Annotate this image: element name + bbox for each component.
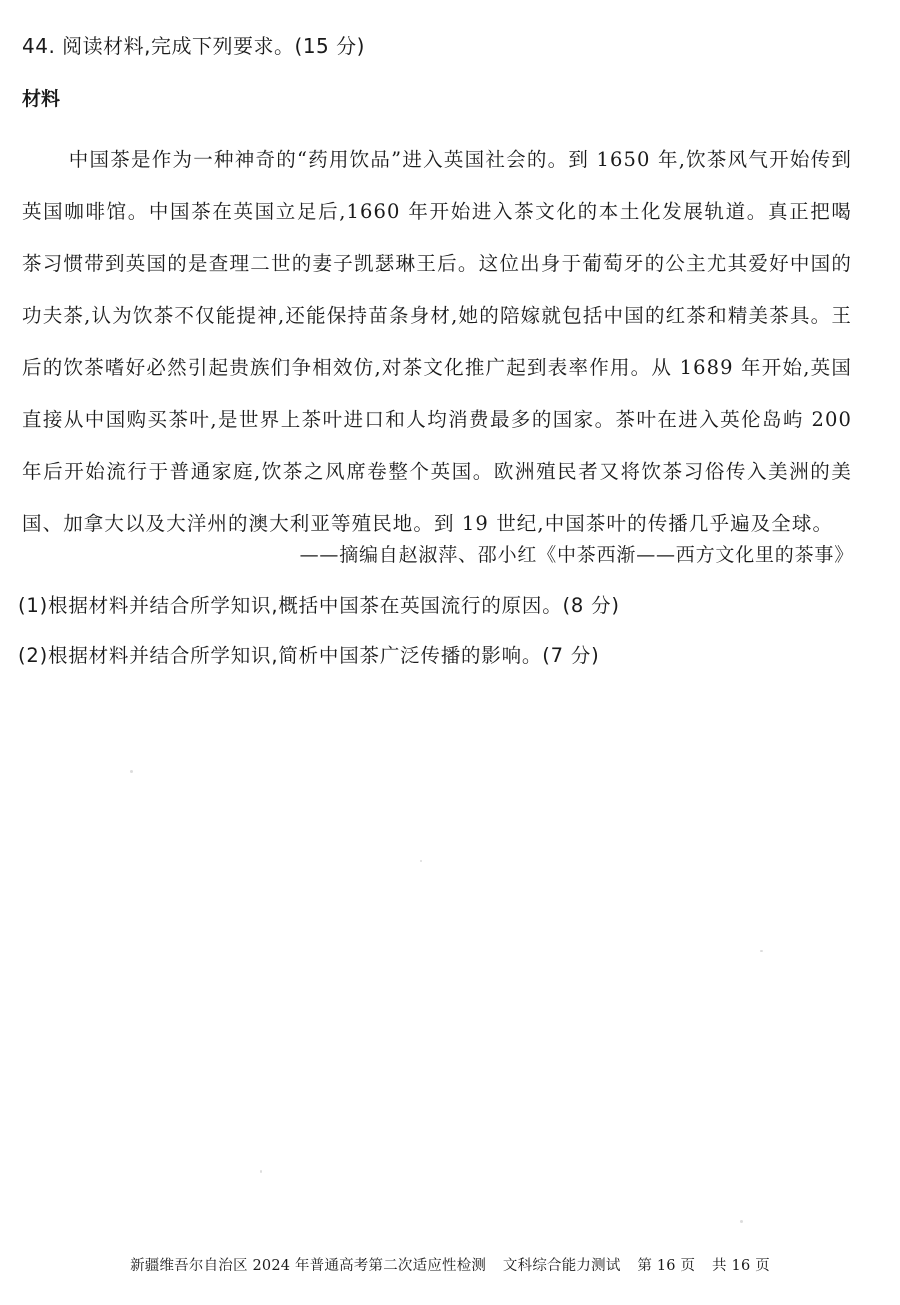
scan-speckle [760,950,763,952]
question-title: 44. 阅读材料,完成下列要求。(15 分) [22,34,365,58]
scan-speckle [420,860,422,862]
material-label: 材料 [22,88,61,110]
footer-total-pages: 共 16 页 [712,1258,770,1274]
scan-speckle [130,770,133,773]
footer-subject: 文科综合能力测试 [502,1258,621,1274]
sub-question-1: (1)根据材料并结合所学知识,概括中国茶在英国流行的原因。(8 分) [18,594,620,617]
footer-page-number: 第 16 页 [637,1258,696,1274]
scan-speckle [260,1170,262,1173]
material-passage: 中国茶是作为一种神奇的“药用饮品”进入英国社会的。到 1650 年,饮茶风气开始传到英国咖啡馆。中国茶在英国立足后,1660 年开始进入茶文化的本土化发展轨道。真正把喝茶习惯带到英国的是查理二世的妻子凯瑟琳王后。这位出身于葡萄牙的公主尤其爱好中国的功夫茶,认为饮茶不仅能提神,还能保持苗条身材,她的陪嫁就包括中国的红茶和精美茶具。王后的饮茶嗜好必然引起贵族们争相效仿,对茶文化推广起到表率作用。从 1689 年开始,英国直接从中国购买茶叶,是世界上茶叶进口和人均消费最多的国家。茶叶在进入英伦岛屿 200 年后开始流行于普通家庭,饮茶之风席卷整个英国。欧洲殖民者又将饮茶习俗传入美洲的美国、加拿大以及大洋州的澳大利亚等殖民地。到 19 世纪,中国茶叶的传播几乎遍及全球。 [22,148,852,535]
sub-question-2: (2)根据材料并结合所学知识,简析中国茶广泛传播的影响。(7 分) [18,644,600,667]
footer-exam-name: 新疆维吾尔自治区 2024 年普通高考第二次适应性检测 [130,1258,487,1274]
material-source: ——摘编自赵淑萍、邵小红《中茶西渐——西方文化里的茶事》 [299,544,854,566]
page-footer [0,1254,900,1275]
scan-speckle [740,1220,743,1223]
